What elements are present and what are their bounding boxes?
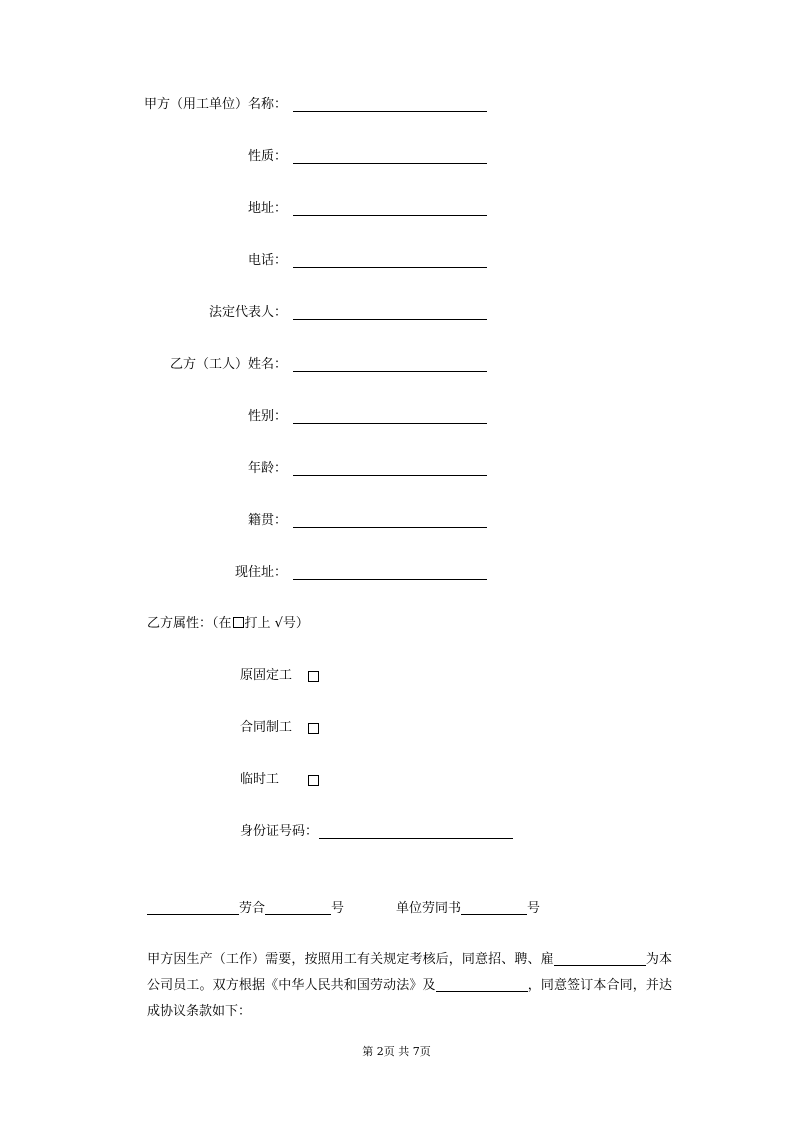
attribute-heading-suffix: 打上 √号） — [244, 616, 309, 631]
party-b-age-blank[interactable] — [293, 475, 487, 476]
attribute-heading-prefix: 乙方属性：（在 — [147, 616, 232, 631]
employee-name-blank[interactable] — [554, 951, 646, 966]
party-b-current-address-row — [0, 563, 793, 583]
checkbox-sample-icon — [233, 617, 244, 628]
contract-prefix-blank[interactable] — [147, 900, 239, 915]
party-a-nature-label: 性质： — [247, 149, 287, 164]
number-suffix-1: 号 — [331, 901, 345, 916]
party-a-address-row — [0, 199, 793, 219]
party-b-gender-blank[interactable] — [293, 423, 487, 424]
party-a-legal-rep-row — [0, 303, 793, 323]
id-number-label: 身份证号码： — [240, 824, 319, 839]
party-b-age-label: 年龄： — [247, 461, 287, 476]
party-a-name-blank[interactable] — [293, 111, 487, 112]
party-a-address-label: 地址： — [247, 201, 287, 216]
intro-text-2: 为本公司员工。双方根据《中华人民共和国劳动法》及 — [147, 952, 672, 993]
intro-text-1: 甲方因生产（工作）需要，按照用工有关规定考核后，同意招、聘、雇 — [147, 952, 554, 967]
party-a-phone-label: 电话： — [247, 253, 287, 268]
attribute-option-row — [0, 718, 793, 738]
party-a-legal-rep-label: 法定代表人： — [208, 305, 287, 320]
regulation-blank[interactable] — [436, 977, 528, 992]
attribute-option-row — [0, 770, 793, 790]
attribute-option-label: 原固定工 — [240, 668, 293, 683]
party-b-origin-row — [0, 511, 793, 531]
contract-number-line — [147, 899, 540, 919]
attribute-option-checkbox[interactable] — [308, 723, 319, 734]
party-a-name-label: 甲方（用工单位）名称： — [143, 97, 287, 112]
attribute-option-label: 临时工 — [240, 772, 280, 787]
number-suffix-2: 号 — [527, 901, 541, 916]
party-a-legal-rep-blank[interactable] — [293, 319, 487, 320]
party-b-current-address-blank[interactable] — [293, 579, 487, 580]
labor-contract-label: 劳合 — [239, 901, 266, 916]
party-a-phone-blank[interactable] — [293, 267, 487, 268]
party-b-name-row — [0, 355, 793, 375]
attribute-option-checkbox[interactable] — [308, 671, 319, 682]
attribute-option-checkbox[interactable] — [308, 775, 319, 786]
party-a-nature-blank[interactable] — [293, 163, 487, 164]
party-b-origin-label: 籍贯： — [247, 513, 287, 528]
labor-contract-number-blank[interactable] — [265, 900, 331, 915]
intro-text-3: ，同意签订本合同，并达成协议条款如下： — [147, 978, 672, 1019]
party-a-name-row — [0, 95, 793, 115]
party-a-address-blank[interactable] — [293, 215, 487, 216]
contract-intro-paragraph — [147, 947, 672, 1025]
party-b-current-address-label: 现住址： — [234, 565, 287, 580]
attribute-option-row — [0, 666, 793, 686]
party-b-name-blank[interactable] — [293, 371, 487, 372]
party-a-phone-row — [0, 251, 793, 271]
party-b-gender-row — [0, 407, 793, 427]
page-footer: 第 2页 共 7页 — [362, 1045, 431, 1058]
party-b-name-label: 乙方（工人）姓名： — [169, 357, 287, 372]
party-b-origin-blank[interactable] — [293, 527, 487, 528]
party-b-age-row — [0, 459, 793, 479]
unit-contract-number-blank[interactable] — [461, 900, 527, 915]
attribute-option-label: 合同制工 — [240, 720, 293, 735]
id-number-blank[interactable] — [319, 838, 513, 839]
party-b-gender-label: 性别： — [247, 409, 287, 424]
party-a-nature-row — [0, 147, 793, 167]
unit-contract-label: 单位劳同书 — [396, 901, 462, 916]
id-number-row — [0, 822, 793, 842]
party-b-attribute-heading — [147, 614, 309, 634]
